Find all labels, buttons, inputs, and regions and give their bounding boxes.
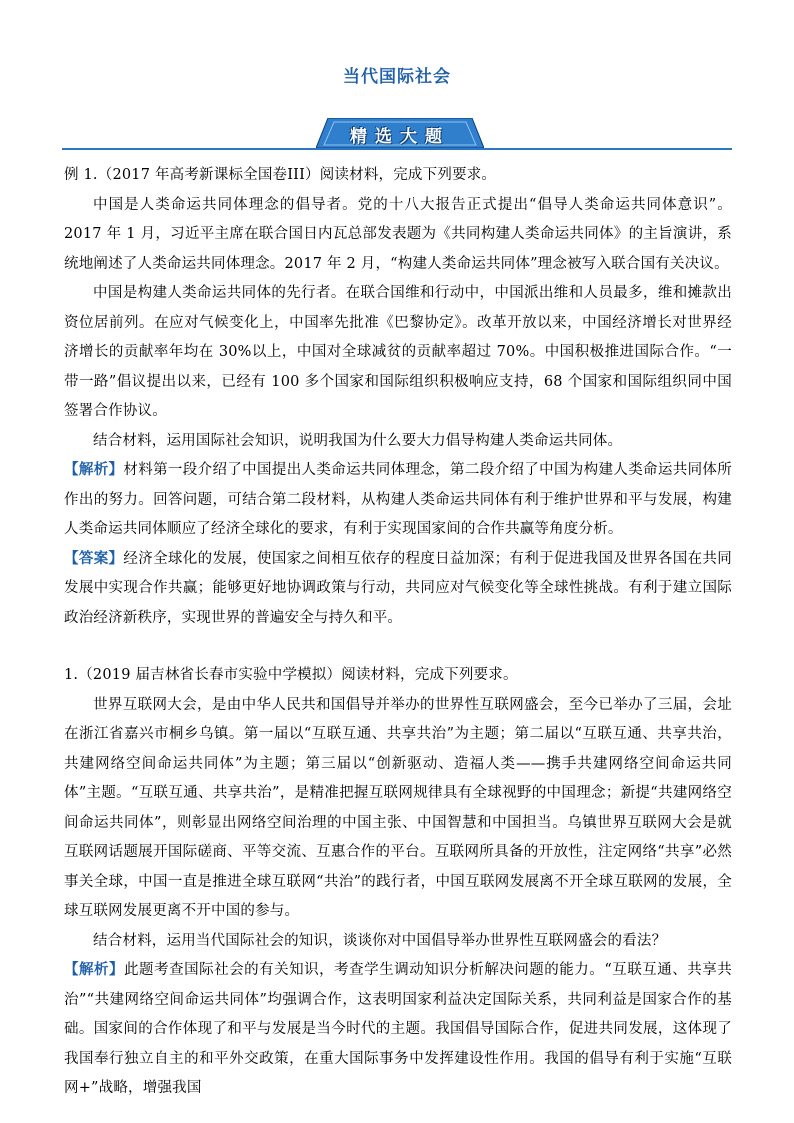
analysis-tag: 【解析】 xyxy=(64,462,124,478)
example1-paragraph-2: 中国是构建人类命运共同体的先行者。在联合国维和行动中，中国派出维和人员最多，维和摊款出资位居前列。在应对气候变化上，中国率先批准《巴黎协定》。改革开放以来，中国经济增长对世界经济增长的贡献率年均在 30%以上，中国对全球减贫的贡献率超过 70%。中国积极推进国际合作。“一带一路”倡议提出以来，已经有 100 多个国家和国际组织积极响应支持，68 个国家和国际组织同中国签署合作协议。 xyxy=(64,285,732,419)
question1-analysis-text: 此题考查国际社会的有关知识，考查学生调动知识分析解决问题的能力。“互联互通、共享共治”“共建网络空间命运共同体”均强调合作，这表明国家利益决定国际关系，共同利益是国家合作的基础。国家间的合作体现了和平与发展是当今时代的主题。我国倡导国际合作，促进共同发展，这体现了我国奉行独立自主的和平外交政策，在重大国际事务中发挥建设性作用。我国的倡导有利于实施“互联网+”战略，增强我国 xyxy=(64,962,732,1096)
section-gap xyxy=(64,633,732,661)
example1-analysis-text: 材料第一段介绍了中国提出人类命运共同体理念，第二段介绍了中国为构建人类命运共同体所作出的努力。回答问题，可结合第二段材料，从构建人类命运共同体有利于维护世界和平与发展，构建人类命运共同体顺应了经济全球化的要求，有利于实现国家间的合作共赢等角度分析。 xyxy=(64,462,732,537)
example1-analysis xyxy=(64,456,732,545)
question1-analysis xyxy=(64,956,732,1104)
example1-paragraph-1: 中国是人类命运共同体理念的倡导者。党的十八大报告正式提出“倡导人类命运共同体意识”。2017 年 1 月，习近平主席在联合国日内瓦总部发表题为《共同构建人类命运共同体》的主旨演讲，系统地阐述了人类命运共同体理念。2017 年 2 月，“构建人类命运共同体”理念被写入联合国有关决议。 xyxy=(64,196,732,272)
answer-tag: 【答案】 xyxy=(64,550,124,567)
page-title: 当代国际社会 xyxy=(343,67,451,87)
analysis-tag: 【解析】 xyxy=(64,962,125,978)
example1-question: 结合材料，运用国际社会知识，说明我国为什么要大力倡导构建人类命运共同体。 xyxy=(93,432,623,449)
question1-paragraph-1: 世界互联网大会，是由中华人民共和国倡导并举办的世界性互联网盛会，至今已举办了三届，会址在浙江省嘉兴市桐乡乌镇。第一届以“互联互通、共享共治”为主题；第二届以“互联互通、共享共治，共建网络空间命运共同体”为主题；第三届以“创新驱动、造福人类——携手共建网络空间命运共同体”主题。“互联互通、共享共治”，是精准把握互联网规律具有全球视野的中国理念；新提“共建网络空间命运共同体”，则彰显出网络空间治理的中国主张、中国智慧和中国担当。乌镇世界互联网大会是就互联网话题展开国际磋商、平等交流、互惠合作的平台。互联网所具备的开放性，注定网络“共享”必然事关全球，中国一直是推进全球互联网“共治”的践行者，中国互联网发展离不开全球互联网的发展，全球互联网发展更离不开中国的参与。 xyxy=(64,696,732,919)
question1-intro: 1.（2019 届吉林省长春市实验中学模拟）阅读材料，完成下列要求。 xyxy=(64,667,518,683)
banner-rule xyxy=(62,148,732,150)
section-banner xyxy=(62,118,732,150)
document-body xyxy=(64,161,732,1104)
banner-label: 精选大题 xyxy=(350,127,450,147)
example1-answer xyxy=(64,545,732,634)
example1-intro: 例 1.（2017 年高考新课标全国卷III）阅读材料，完成下列要求。 xyxy=(64,167,497,183)
question1-question: 结合材料，运用当代国际社会的知识，谈谈你对中国倡导举办世界性互联网盛会的看法？ xyxy=(93,932,667,949)
example1-answer-text: 经济全球化的发展，使国家之间相互依存的程度日益加深；有利于促进我国及世界各国在共同发展中实现合作共赢；能够更好地协调政策与行动，共同应对气候变化等全球性挑战。有利于建立国际政治经济新秩序，实现世界的普遍安全与持久和平。 xyxy=(64,550,732,626)
